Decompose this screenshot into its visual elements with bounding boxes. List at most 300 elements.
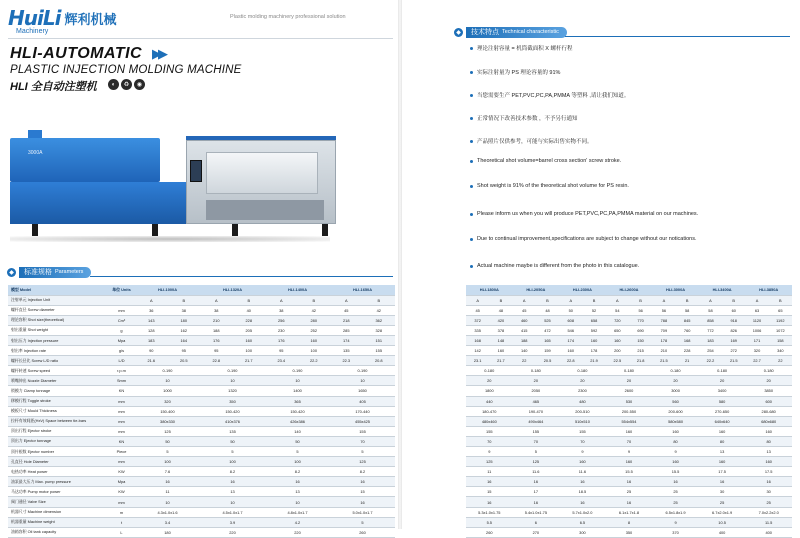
table-row	[466, 447, 792, 457]
table-cell: 22.2	[298, 356, 331, 366]
table-cell: B	[363, 295, 396, 305]
parameters-heading	[7, 266, 91, 278]
table-cell: 159	[536, 346, 559, 356]
table-cell: 23.1	[466, 356, 489, 366]
table-cell: 128	[135, 325, 168, 335]
table-cell: 709	[652, 325, 675, 335]
table-row	[466, 325, 792, 335]
table-cell: 38	[168, 305, 201, 315]
table-cell: 180-470	[466, 406, 513, 416]
table-cell: 150	[629, 335, 652, 345]
table-cell: 10	[265, 376, 330, 386]
table-row	[8, 356, 395, 366]
table-cell: 176	[200, 335, 233, 345]
table-cell: 200	[606, 346, 629, 356]
table-cell: 260	[466, 527, 513, 537]
machine-control-panel	[190, 160, 202, 182]
table-cell: Mpa	[108, 335, 135, 345]
table-cell: 2300	[559, 386, 606, 396]
table-cell: 油泵最大压力 Max. pump pressure	[8, 477, 108, 487]
feature-item: 实际注射量为 PS 理论容量的 91%	[470, 68, 560, 76]
table-cell: 160	[745, 457, 792, 467]
table-cell: 580x580	[652, 416, 699, 426]
feature-item: 产品照片仅供参考，可能与实际出售实物不同。	[470, 137, 593, 145]
table-cell: mm	[108, 416, 135, 426]
table-cell: 80	[652, 436, 699, 446]
table-cell: KW	[108, 467, 135, 477]
table-cell: 22.8	[559, 356, 582, 366]
table-cell: 9	[466, 447, 513, 457]
table-header-cell: HLI-2050A	[513, 285, 560, 295]
table-cell: 826	[722, 325, 745, 335]
table-row	[466, 396, 792, 406]
table-row	[8, 447, 395, 457]
table-cell: 365	[265, 396, 330, 406]
table-cell: 1000	[135, 386, 200, 396]
table-cell: Smm	[108, 376, 135, 386]
table-cell: 2050	[513, 386, 560, 396]
table-cell: 0-180	[699, 366, 746, 376]
table-cell: 50	[135, 436, 200, 446]
table-cell: 65	[769, 305, 792, 315]
table-row	[466, 376, 792, 386]
table-cell: 38	[265, 305, 298, 315]
table-cell: B	[298, 295, 331, 305]
table-cell: 490x464	[513, 416, 560, 426]
table-row	[8, 305, 395, 315]
feature-item: 当您需要生产 PET,PVC,PC,PA,PMMA 等塑料 ,请让我们知道。	[470, 91, 629, 99]
table-cell: 100	[200, 457, 265, 467]
table-cell: 165	[536, 335, 559, 345]
table-cell: 21.5	[722, 356, 745, 366]
table-cell: 188	[513, 335, 536, 345]
table-cell: 188	[200, 325, 233, 335]
table-cell: 油箱容积 Oil tank capacity	[8, 527, 108, 537]
table-header-cell: HLI-3000A	[652, 285, 699, 295]
table-row	[466, 436, 792, 446]
table-cell: 3400	[699, 386, 746, 396]
table-cell: 1192	[769, 315, 792, 325]
table-cell: 11.5	[745, 517, 792, 527]
table-cell: 3.4	[135, 517, 200, 527]
table-cell: 10	[265, 497, 330, 507]
table-cell: 272	[722, 346, 745, 356]
table-cell	[108, 295, 135, 305]
table-cell: KN	[108, 436, 135, 446]
table-cell: 16	[513, 497, 560, 507]
table-cell: 20.5	[536, 356, 559, 366]
table-cell: m	[108, 507, 135, 517]
table-cell: 5.4x1.0x1.75	[513, 507, 560, 517]
table-cell: 530	[606, 396, 653, 406]
table-cell: 100	[233, 346, 266, 356]
table-cell: 22.2	[699, 356, 722, 366]
table-cell: 420	[489, 315, 512, 325]
table-cell: 17.5	[745, 467, 792, 477]
table-cell: 210	[200, 315, 233, 325]
table-cell: 260	[330, 527, 395, 537]
table-cell: 21.7	[489, 356, 512, 366]
table-cell: B	[233, 295, 266, 305]
table-row	[8, 426, 395, 436]
table-row	[466, 426, 792, 436]
table-cell: 378	[489, 325, 512, 335]
table-cell: 15	[466, 487, 513, 497]
table-cell: 525	[536, 315, 559, 325]
table-cell: 510x510	[559, 416, 606, 426]
table-cell: 640x640	[699, 416, 746, 426]
table-cell: 142	[466, 346, 489, 356]
table-cell: 16	[559, 497, 606, 507]
table-cell: 模板尺寸 Mould Thickness	[8, 406, 108, 416]
table-cell: 16	[466, 477, 513, 487]
table-row	[8, 507, 395, 517]
table-cell: 22	[769, 356, 792, 366]
table-cell: 射出率 Injection rate	[8, 346, 108, 356]
table-cell: 600	[745, 396, 792, 406]
table-cell: 164	[168, 335, 201, 345]
table-cell: 25	[606, 487, 653, 497]
table-cell: B	[676, 295, 699, 305]
table-cell: 845	[676, 315, 699, 325]
table-cell: 5	[200, 447, 265, 457]
table-cell: 174	[330, 335, 363, 345]
table-cell: 658	[582, 315, 605, 325]
table-row	[8, 406, 395, 416]
table-row	[8, 315, 395, 325]
table-cell: mm	[108, 406, 135, 416]
table-row	[8, 386, 395, 396]
table-cell: 720	[606, 315, 629, 325]
machine-photo	[10, 130, 340, 242]
table-cell: 100	[135, 457, 200, 467]
table-cell: 20	[606, 376, 653, 386]
table-cell: 孔直径 Hole Diameter	[8, 457, 108, 467]
table-cell: 5	[135, 447, 200, 457]
heading-rule	[90, 276, 393, 277]
machine-legs	[32, 224, 332, 234]
table-cell: B	[629, 295, 652, 305]
table-cell: 1120	[745, 315, 768, 325]
table-cell: 25	[745, 497, 792, 507]
table-cell: 770	[629, 315, 652, 325]
table-cell: 320	[745, 346, 768, 356]
table-cell: 8.2	[330, 467, 395, 477]
table-cell: 17	[513, 487, 560, 497]
table-cell: 362	[363, 315, 396, 325]
table-cell: 移模行程 Toggle stroke	[8, 396, 108, 406]
table-cell: 0-190	[200, 366, 265, 376]
table-cell: 喷嘴伸出 Nozzle Diameter	[8, 376, 108, 386]
table-cell: 马达功率 Pump motor power	[8, 487, 108, 497]
table-header-cell: HLI-1320A	[200, 285, 265, 295]
table-cell: t	[108, 517, 135, 527]
table-cell: 8	[606, 517, 653, 527]
table-cell: B	[536, 295, 559, 305]
table-header-cell: 单位 Units	[108, 285, 135, 295]
table-cell: 415	[513, 325, 536, 335]
bullet-icon	[470, 265, 473, 268]
table-cell: 554x554	[606, 416, 653, 426]
table-cell: 射出压力 Injection pressure	[8, 335, 108, 345]
table-cell: 22.7	[745, 356, 768, 366]
table-cell: 52	[582, 305, 605, 315]
table-cell: 16	[466, 497, 513, 507]
table-cell: 270	[513, 527, 560, 537]
table-cell: 45	[513, 305, 536, 315]
table-cell: 155	[559, 426, 606, 436]
table-cell: mm	[108, 497, 135, 507]
table-cell: 100	[265, 457, 330, 467]
table-cell: 16	[330, 497, 395, 507]
table-cell: 183	[699, 335, 722, 345]
table-cell: 400	[745, 527, 792, 537]
table-cell: 50	[559, 305, 582, 315]
table-cell: 160	[606, 335, 629, 345]
feature-item: Shot weight is 91% of the theoretical shot volume for PS resin.	[470, 183, 629, 189]
table-cell: 151	[363, 335, 396, 345]
table-cell: 350	[606, 527, 653, 537]
table-cell: 95	[200, 346, 233, 356]
table-cell: 168	[466, 335, 489, 345]
table-cell: 21.7	[233, 356, 266, 366]
table-header-row	[8, 285, 395, 295]
table-cell: 70	[513, 436, 560, 446]
table-cell: 650	[606, 325, 629, 335]
table-cell: 440	[466, 396, 513, 406]
table-cell: 220	[265, 527, 330, 537]
table-cell: 150-400	[135, 406, 200, 416]
table-row	[466, 305, 792, 315]
machine-label: 3000A	[28, 150, 43, 156]
table-cell: 0-180	[745, 366, 792, 376]
table-row	[8, 325, 395, 335]
machine-lower-cabinet	[206, 200, 324, 220]
table-cell: 40	[233, 305, 266, 315]
table-cell: 210	[652, 346, 675, 356]
table-cell: 285	[330, 325, 363, 335]
table-cell: 42	[363, 305, 396, 315]
table-cell: 0-180	[513, 366, 560, 376]
material-icon-1: ◐	[108, 79, 119, 90]
table-cell: 21.8	[629, 356, 652, 366]
table-cell: 38	[200, 305, 233, 315]
table-cell: 50	[200, 436, 265, 446]
table-cell: 125	[330, 457, 395, 467]
table-cell: 160	[606, 426, 653, 436]
table-cell: A	[265, 295, 298, 305]
product-title-cn: HLI 全自动注塑机	[10, 81, 97, 93]
table-cell: 155	[513, 426, 560, 436]
table-cell: 125	[466, 457, 513, 467]
table-cell: 160	[699, 426, 746, 436]
table-row	[466, 406, 792, 416]
table-header-cell: HLI-1800A	[466, 285, 513, 295]
brand-logo	[8, 6, 116, 30]
table-cell: B	[582, 295, 605, 305]
table-cell: 18.5	[559, 487, 606, 497]
table-cell: 155	[363, 346, 396, 356]
table-cell: 拉杆有效间距(HxV) Space between tie-bars	[8, 416, 108, 426]
table-cell: 5	[265, 447, 330, 457]
table-cell: 228	[676, 346, 699, 356]
table-cell: 228	[233, 315, 266, 325]
table-cell: 5.5	[466, 517, 513, 527]
table-cell: 10	[135, 497, 200, 507]
bullet-icon	[470, 238, 473, 241]
table-cell: 7.0x2.2x2.0	[745, 507, 792, 517]
table-cell: 160	[233, 335, 266, 345]
table-cell: 5.7x1.0x2.0	[559, 507, 606, 517]
table-header-cell: HLI-3400A	[699, 285, 746, 295]
product-subtitle: PLASTIC INJECTION MOLDING MACHINE	[10, 64, 242, 76]
table-cell: 174	[559, 335, 582, 345]
table-cell: 178	[652, 335, 675, 345]
table-cell: 370	[652, 527, 699, 537]
table-cell: 20	[652, 376, 699, 386]
table-cell: 1650	[330, 386, 395, 396]
table-row	[8, 416, 395, 426]
table-cell: 205	[233, 325, 266, 335]
table-cell: 80	[745, 436, 792, 446]
table-cell: 135	[330, 346, 363, 356]
table-cell: 1320	[200, 386, 265, 396]
table-cell: 270-650	[699, 406, 746, 416]
table-cell: 80	[699, 436, 746, 446]
table-cell: 48	[489, 305, 512, 315]
table-cell: 215	[629, 346, 652, 356]
table-cell: 100	[298, 346, 331, 356]
table-cell: 160	[582, 335, 605, 345]
table-cell: 160	[489, 346, 512, 356]
bullet-icon	[470, 71, 473, 74]
table-row	[466, 295, 792, 305]
table-cell: 顶出力 Ejector tonnage	[8, 436, 108, 446]
table-cell: 16	[606, 477, 653, 487]
table-cell: 858	[699, 315, 722, 325]
table-cell: 电热功率 Heat power	[8, 467, 108, 477]
table-header-cell: 模型 Model	[8, 285, 108, 295]
features-heading	[454, 26, 567, 38]
table-cell: 10.5	[699, 517, 746, 527]
table-cell: 546	[559, 325, 582, 335]
parameters-heading-label: 标准规格 Parameters	[19, 267, 91, 278]
table-row	[8, 487, 395, 497]
logo-subtitle: Machinery	[16, 28, 49, 35]
table-cell: 36	[135, 305, 168, 315]
table-row	[8, 376, 395, 386]
table-cell: 6	[513, 517, 560, 527]
table-cell: 70	[606, 436, 653, 446]
table-cell: 16	[265, 477, 330, 487]
table-cell: 9	[652, 517, 699, 527]
table-cell: 426x386	[265, 416, 330, 426]
table-cell: 220	[200, 527, 265, 537]
table-row	[466, 467, 792, 477]
machine-base	[10, 182, 190, 224]
table-cell: 760	[676, 325, 699, 335]
table-cell: 56	[629, 305, 652, 315]
left-page	[0, 0, 400, 535]
table-cell: Piece	[108, 447, 135, 457]
table-cell: A	[559, 295, 582, 305]
spec-table-right	[466, 285, 792, 538]
table-cell: 45	[466, 305, 489, 315]
table-cell: 22.5	[606, 356, 629, 366]
table-cell: 8.2	[265, 467, 330, 477]
table-cell: A	[200, 295, 233, 305]
bullet-icon	[470, 117, 473, 120]
table-cell: mm	[108, 396, 135, 406]
table-cell: 2600	[606, 386, 653, 396]
table-row	[466, 386, 792, 396]
table-cell: 171	[745, 335, 768, 345]
table-cell: 3000	[652, 386, 699, 396]
table-cell: 15	[330, 487, 395, 497]
table-cell: 13	[745, 447, 792, 457]
table-cell: 0-180	[559, 366, 606, 376]
table-cell: 480x460	[466, 416, 513, 426]
table-cell: 148	[489, 335, 512, 345]
table-cell: A	[699, 295, 722, 305]
table-row	[8, 346, 395, 356]
table-cell: 5	[330, 447, 395, 457]
table-cell: 3.9	[200, 517, 265, 527]
table-cell: 0-180	[652, 366, 699, 376]
table-cell: 918	[722, 315, 745, 325]
table-row	[8, 396, 395, 406]
table-cell: 20.5	[168, 356, 201, 366]
table-cell: 45	[330, 305, 363, 315]
table-cell: 155	[330, 426, 395, 436]
heading-rule	[565, 36, 790, 37]
table-cell: 16	[652, 477, 699, 487]
table-cell: 70	[330, 436, 395, 446]
table-cell: 48	[536, 305, 559, 315]
table-cell: g	[108, 325, 135, 335]
table-cell: 阀门通径 Valve Size	[8, 497, 108, 507]
table-cell: 20	[699, 376, 746, 386]
table-cell: 13	[200, 487, 265, 497]
table-cell: 170-440	[330, 406, 395, 416]
table-cell: 140	[265, 426, 330, 436]
table-cell: 0-180	[466, 366, 513, 376]
table-row	[8, 497, 395, 507]
table-cell: 16	[745, 477, 792, 487]
table-cell: 5	[513, 447, 560, 457]
table-row	[466, 416, 792, 426]
table-cell: 95	[168, 346, 201, 356]
table-cell: 372	[466, 315, 489, 325]
table-cell: 射出重量 Shot weight	[8, 325, 108, 335]
table-cell: 8.2	[200, 467, 265, 477]
table-cell: 20	[466, 376, 513, 386]
table-cell: 21.5	[652, 356, 675, 366]
table-cell: 465	[513, 396, 560, 406]
table-cell: 455x425	[330, 416, 395, 426]
table-row	[466, 477, 792, 487]
feature-item: Due to continual improvement,specifications are subject to change without our notications.	[470, 236, 697, 242]
table-cell: 9	[606, 447, 653, 457]
table-cell: 顶针根数 Ejector number	[8, 447, 108, 457]
table-cell: 150-420	[265, 406, 330, 416]
table-cell: 20	[559, 376, 606, 386]
table-cell: 10	[135, 376, 200, 386]
table-cell: 405	[330, 396, 395, 406]
double-arrow-icon: ▶▶	[152, 46, 164, 61]
table-cell: r.p.m	[108, 366, 135, 376]
table-cell: 0-190	[330, 366, 395, 376]
